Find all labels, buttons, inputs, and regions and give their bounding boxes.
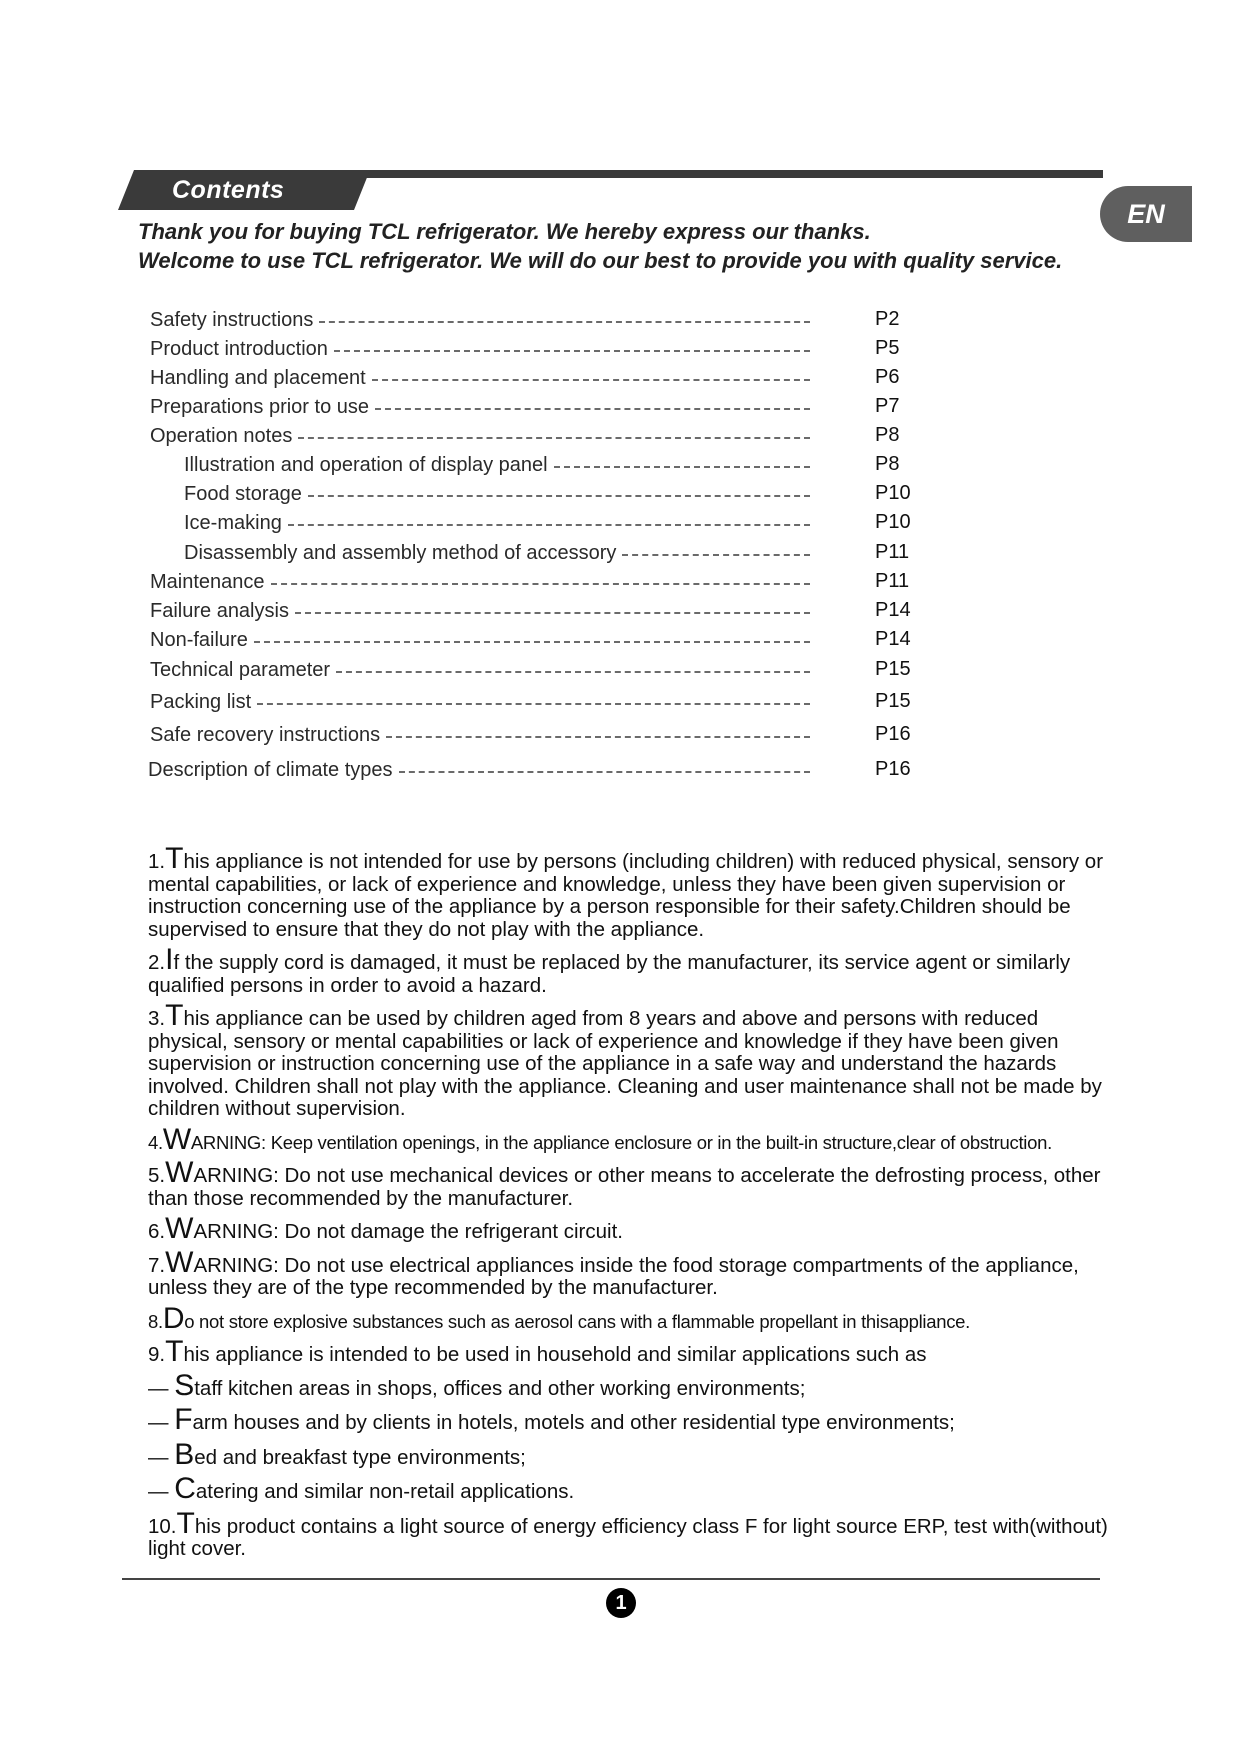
safety-note [148,1368,1108,1402]
toc-row [150,688,950,716]
safety-note [148,1122,1108,1156]
toc-label: Product introduction [150,337,328,360]
toc-page: P16 [875,758,911,780]
toc-leader-dots [319,321,810,323]
toc-label: Non-failure [150,628,248,651]
intro-line-1: Thank you for buying TCL refrigerator. We hereby express our thanks. [138,219,871,244]
note-initial: C [174,1472,196,1505]
toc-page: P6 [875,366,900,388]
toc-page: P11 [875,541,910,563]
toc-page: P14 [875,599,911,621]
toc-row [150,335,950,363]
toc-row [150,451,950,479]
note-initial: W [162,1122,191,1156]
toc-entry [150,597,810,625]
toc-entry [184,480,810,508]
toc-row [150,306,950,334]
toc-row [150,509,950,537]
footer-rule [122,1578,1100,1580]
note-number: 10. [148,1514,177,1538]
note-text: ARNING: Do not use electrical appliances inside the food storage compartments of the appliance, unless they are of the type recommended by the manufacturer. [148,1253,1079,1299]
note-initial: F [174,1403,193,1436]
toc-leader-dots [298,437,810,439]
toc-entry [150,656,810,684]
toc-page: P11 [875,570,910,592]
contents-title: Contents [172,176,285,204]
note-number: — [148,1411,175,1434]
toc-leader-dots [622,554,810,556]
note-initial: S [174,1368,195,1402]
note-number: — [148,1445,175,1469]
toc-row [150,393,950,421]
note-text: atering and similar non-retail applications. [195,1480,575,1503]
note-initial: W [165,1212,194,1245]
note-text: ARNING: Keep ventilation openings, in the appliance enclosure or in the built-in structure,clear of obstruction. [190,1131,1052,1153]
note-initial: T [165,842,184,875]
toc-entry [184,539,810,567]
safety-note [148,1301,1108,1335]
note-initial: T [165,1335,184,1368]
toc-entry [150,688,810,716]
toc-leader-dots [295,612,810,614]
toc-leader-dots [257,703,810,705]
toc-entry [150,422,810,450]
note-text: his appliance can be used by children aged from 8 years and above and persons with reduced physical, sensory or mental capabilities or lack of experience and knowledge if they have been given supervision or instruction concerning use of the appliance in a safe way and understand the hazards involved. Children shall not play with the appliance. Cleaning and user maintenance shall not be made by children without supervision. [148,1007,1102,1120]
note-text: his appliance is not intended for use by persons (including children) with reduced physical, sensory or mental capabilities, or lack of experience and knowledge, unless they have been given supervision or instruction concerning use of the appliance by a person responsible for their safety.Children should be supervised to ensure that they do not play with the appliance. [148,850,1104,941]
toc-label: Operation notes [150,424,293,447]
toc-leader-dots [554,466,810,468]
note-number: 2. [148,951,166,974]
toc-label: Food storage [184,482,302,505]
safety-note [148,1403,1108,1436]
toc-row [150,756,950,784]
toc-row [150,364,950,392]
toc-row [150,568,950,596]
intro-text [138,218,1078,275]
toc-leader-dots [271,583,810,585]
toc-row [150,480,950,508]
safety-note [148,943,1108,997]
safety-note [148,1156,1108,1210]
note-text: taff kitchen areas in shops, offices and other working environments; [194,1376,806,1400]
toc-entry [150,393,810,421]
toc-label: Failure analysis [150,599,289,622]
toc-label: Description of climate types [148,758,393,781]
safety-note [148,1472,1108,1505]
toc-page: P10 [875,482,911,504]
safety-note [148,842,1108,941]
toc-page: P14 [875,628,911,650]
note-number: 3. [148,1007,166,1030]
note-initial: D [162,1301,185,1335]
toc-leader-dots [334,350,810,352]
language-tab: EN [1100,186,1192,242]
toc-leader-dots [386,736,810,738]
toc-label: Illustration and operation of display panel [184,453,548,476]
toc-leader-dots [399,771,810,773]
contents-header [118,168,1103,212]
toc-row [150,721,950,749]
toc-leader-dots [254,641,810,643]
toc-row [150,422,950,450]
toc-entry [148,756,810,784]
safety-note [148,999,1108,1121]
safety-note [148,1245,1108,1300]
note-number: 7. [148,1253,166,1277]
toc-leader-dots [288,524,810,526]
brand-name: TCL [311,247,354,273]
safety-notes [148,842,1108,1569]
note-number: 1. [148,850,166,873]
toc-label: Packing list [150,690,252,713]
note-initial: B [174,1437,195,1471]
header-rule [318,170,1103,178]
safety-note [148,1506,1108,1561]
toc-leader-dots [336,671,810,673]
safety-note [148,1335,1108,1368]
note-text: ARNING: Do not use mechanical devices or other means to accelerate the defrosting process, other than those recommended by the manufacturer. [148,1164,1101,1210]
toc-label: Handling and placement [150,366,366,389]
toc-row [150,539,950,567]
toc-page: P5 [875,337,900,359]
intro-line-2: Welcome to use TCL refrigerator. We will do our best to provide you with quality service. [138,247,1063,273]
note-text: f the supply cord is damaged, it must be replaced by the manufacturer, its service agent or similarly qualified persons in order to avoid a hazard. [148,951,1071,997]
note-initial: I [165,943,174,976]
toc-label: Preparations prior to use [150,395,370,418]
toc-label: Maintenance [150,570,265,593]
toc-page: P8 [875,453,900,475]
toc-page: P15 [875,690,911,712]
note-initial: W [165,1245,194,1279]
toc-row [150,656,950,684]
note-number: 4. [148,1131,163,1153]
note-text: his product contains a light source of energy efficiency class F for light source ERP, test with(without) light cover. [148,1514,1108,1560]
toc-entry [150,721,810,749]
toc-page: P15 [875,658,911,680]
toc-label: Safe recovery instructions [150,723,381,746]
toc-entry [184,509,810,537]
toc-page: P16 [875,723,911,745]
toc-page: P7 [875,395,900,417]
toc-entry [184,451,810,479]
note-number: — [148,1376,175,1400]
note-number: 5. [148,1164,166,1187]
toc-row [150,626,950,654]
toc-leader-dots [372,379,810,381]
note-text: his appliance is intended to be used in household and similar applications such as [183,1343,927,1366]
note-number: 6. [148,1220,166,1243]
toc-row [150,597,950,625]
toc-entry [150,306,810,334]
note-text: o not store explosive substances such as aerosol cans with a flammable propellant in thisappliance. [184,1310,971,1332]
brand-name: TCL [367,219,411,244]
toc-leader-dots [308,495,810,497]
toc-leader-dots [375,408,810,410]
note-initial: T [165,999,184,1032]
toc-label: Safety instructions [150,308,314,331]
note-number: — [148,1480,175,1503]
page-number: 1 [606,1588,636,1618]
toc-entry [150,568,810,596]
toc-label: Ice-making [184,511,282,534]
safety-note [148,1212,1108,1245]
safety-note [148,1437,1108,1471]
toc-entry [150,335,810,363]
note-text: arm houses and by clients in hotels, motels and other residential type environments; [192,1411,955,1434]
toc-entry [150,364,810,392]
toc-page: P2 [875,308,900,330]
note-initial: W [165,1156,194,1189]
toc-page: P8 [875,424,900,446]
note-number: 8. [148,1310,163,1332]
note-initial: T [176,1506,195,1540]
note-text: ed and breakfast type environments; [194,1445,526,1469]
toc-label: Technical parameter [150,658,331,681]
toc-entry [150,626,810,654]
note-number: 9. [148,1343,166,1366]
toc-label: Disassembly and assembly method of accessory [184,541,617,564]
note-text: ARNING: Do not damage the refrigerant circuit. [193,1220,623,1243]
toc-page: P10 [875,511,911,533]
